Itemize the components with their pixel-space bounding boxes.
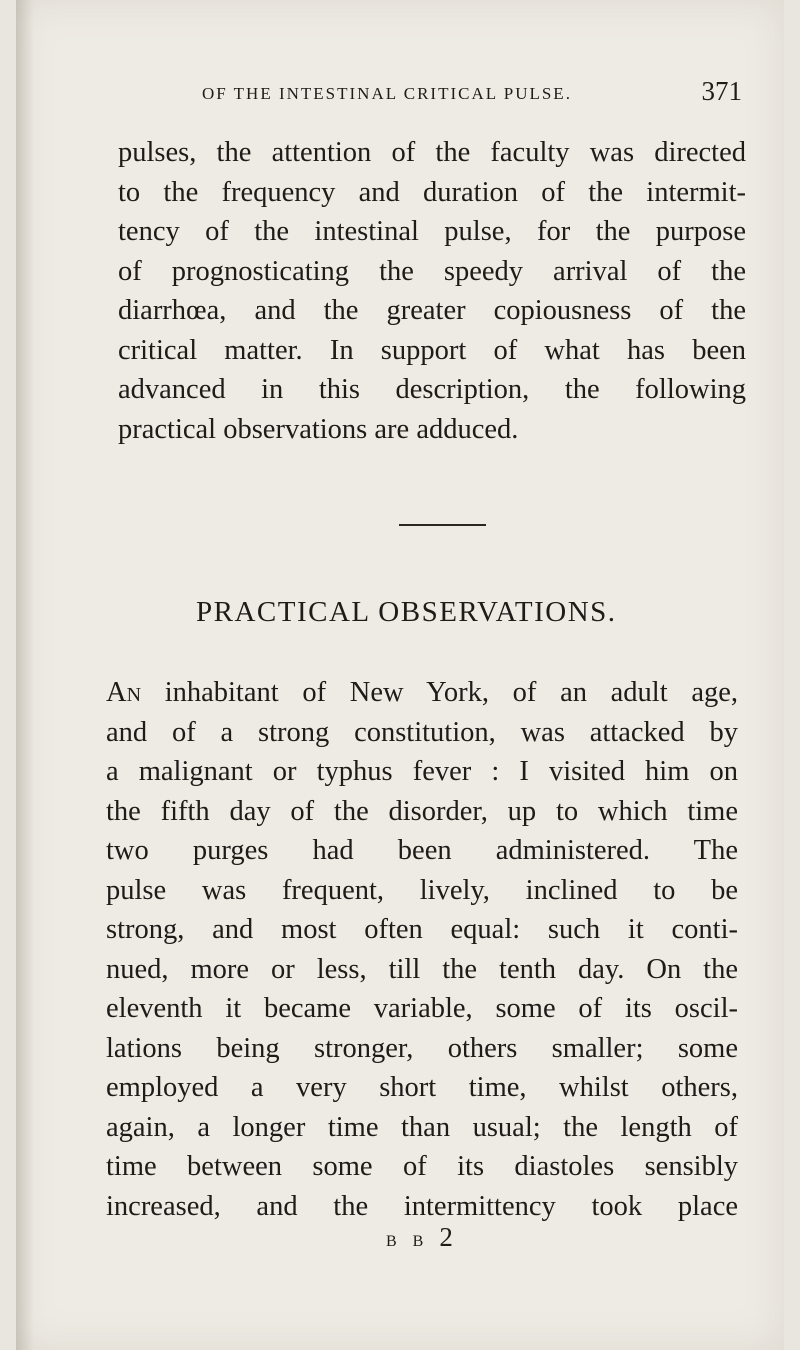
- text-line: strong, and most often equal: such it conti-: [106, 914, 738, 945]
- book-page: [16, 0, 784, 1350]
- page-number: 371: [701, 76, 742, 106]
- paragraph-observation: [106, 673, 738, 1226]
- text-line: eleventh it became variable, some of its oscil-: [106, 993, 738, 1024]
- drop-word: An: [106, 677, 142, 708]
- page-header: [202, 76, 742, 110]
- section-heading: PRACTICAL OBSERVATIONS.: [196, 596, 617, 628]
- paragraph-continuation: [118, 133, 746, 449]
- text-line: pulses, the attention of the faculty was directed: [118, 137, 746, 168]
- signature-mark: [386, 1222, 453, 1253]
- text-line: again, a longer time than usual; the length of: [106, 1111, 738, 1143]
- text-line: diarrhœa, and the greater copiousness of the: [118, 295, 746, 326]
- text-line: employed a very short time, whilst others,: [106, 1072, 738, 1103]
- text-line: time between some of its diastoles sensibly: [106, 1151, 738, 1182]
- text-line: pulse was frequent, lively, inclined to be: [106, 874, 738, 906]
- text-line: lations being stronger, others smaller; some: [106, 1032, 738, 1064]
- text-line: advanced in this description, the following: [118, 374, 746, 405]
- text-line-first: [106, 673, 738, 713]
- text-line: practical observations are adduced.: [118, 413, 519, 445]
- section-divider: [399, 524, 486, 526]
- running-head: OF THE INTESTINAL CRITICAL PULSE.: [202, 84, 572, 103]
- signature-letters: B B: [386, 1233, 430, 1250]
- text-line: tency of the intestinal pulse, for the purpose: [118, 216, 746, 247]
- text-line: nued, more or less, till the tenth day. On the: [106, 953, 738, 985]
- text-line: critical matter. In support of what has been: [118, 334, 746, 366]
- text-line: the fifth day of the disorder, up to which time: [106, 795, 738, 827]
- first-line-text: inhabitant of New York, of an adult age,: [141, 677, 738, 708]
- text-line: a malignant or typhus fever : I visited him on: [106, 756, 738, 787]
- text-line: of prognosticating the speedy arrival of the: [118, 255, 746, 287]
- text-line: two purges had been administered. The: [106, 835, 738, 866]
- signature-number: 2: [439, 1222, 453, 1252]
- text-line: increased, and the intermittency took place: [106, 1190, 738, 1222]
- text-line: and of a strong constitution, was attacked by: [106, 716, 738, 748]
- text-line: to the frequency and duration of the intermit-: [118, 176, 746, 208]
